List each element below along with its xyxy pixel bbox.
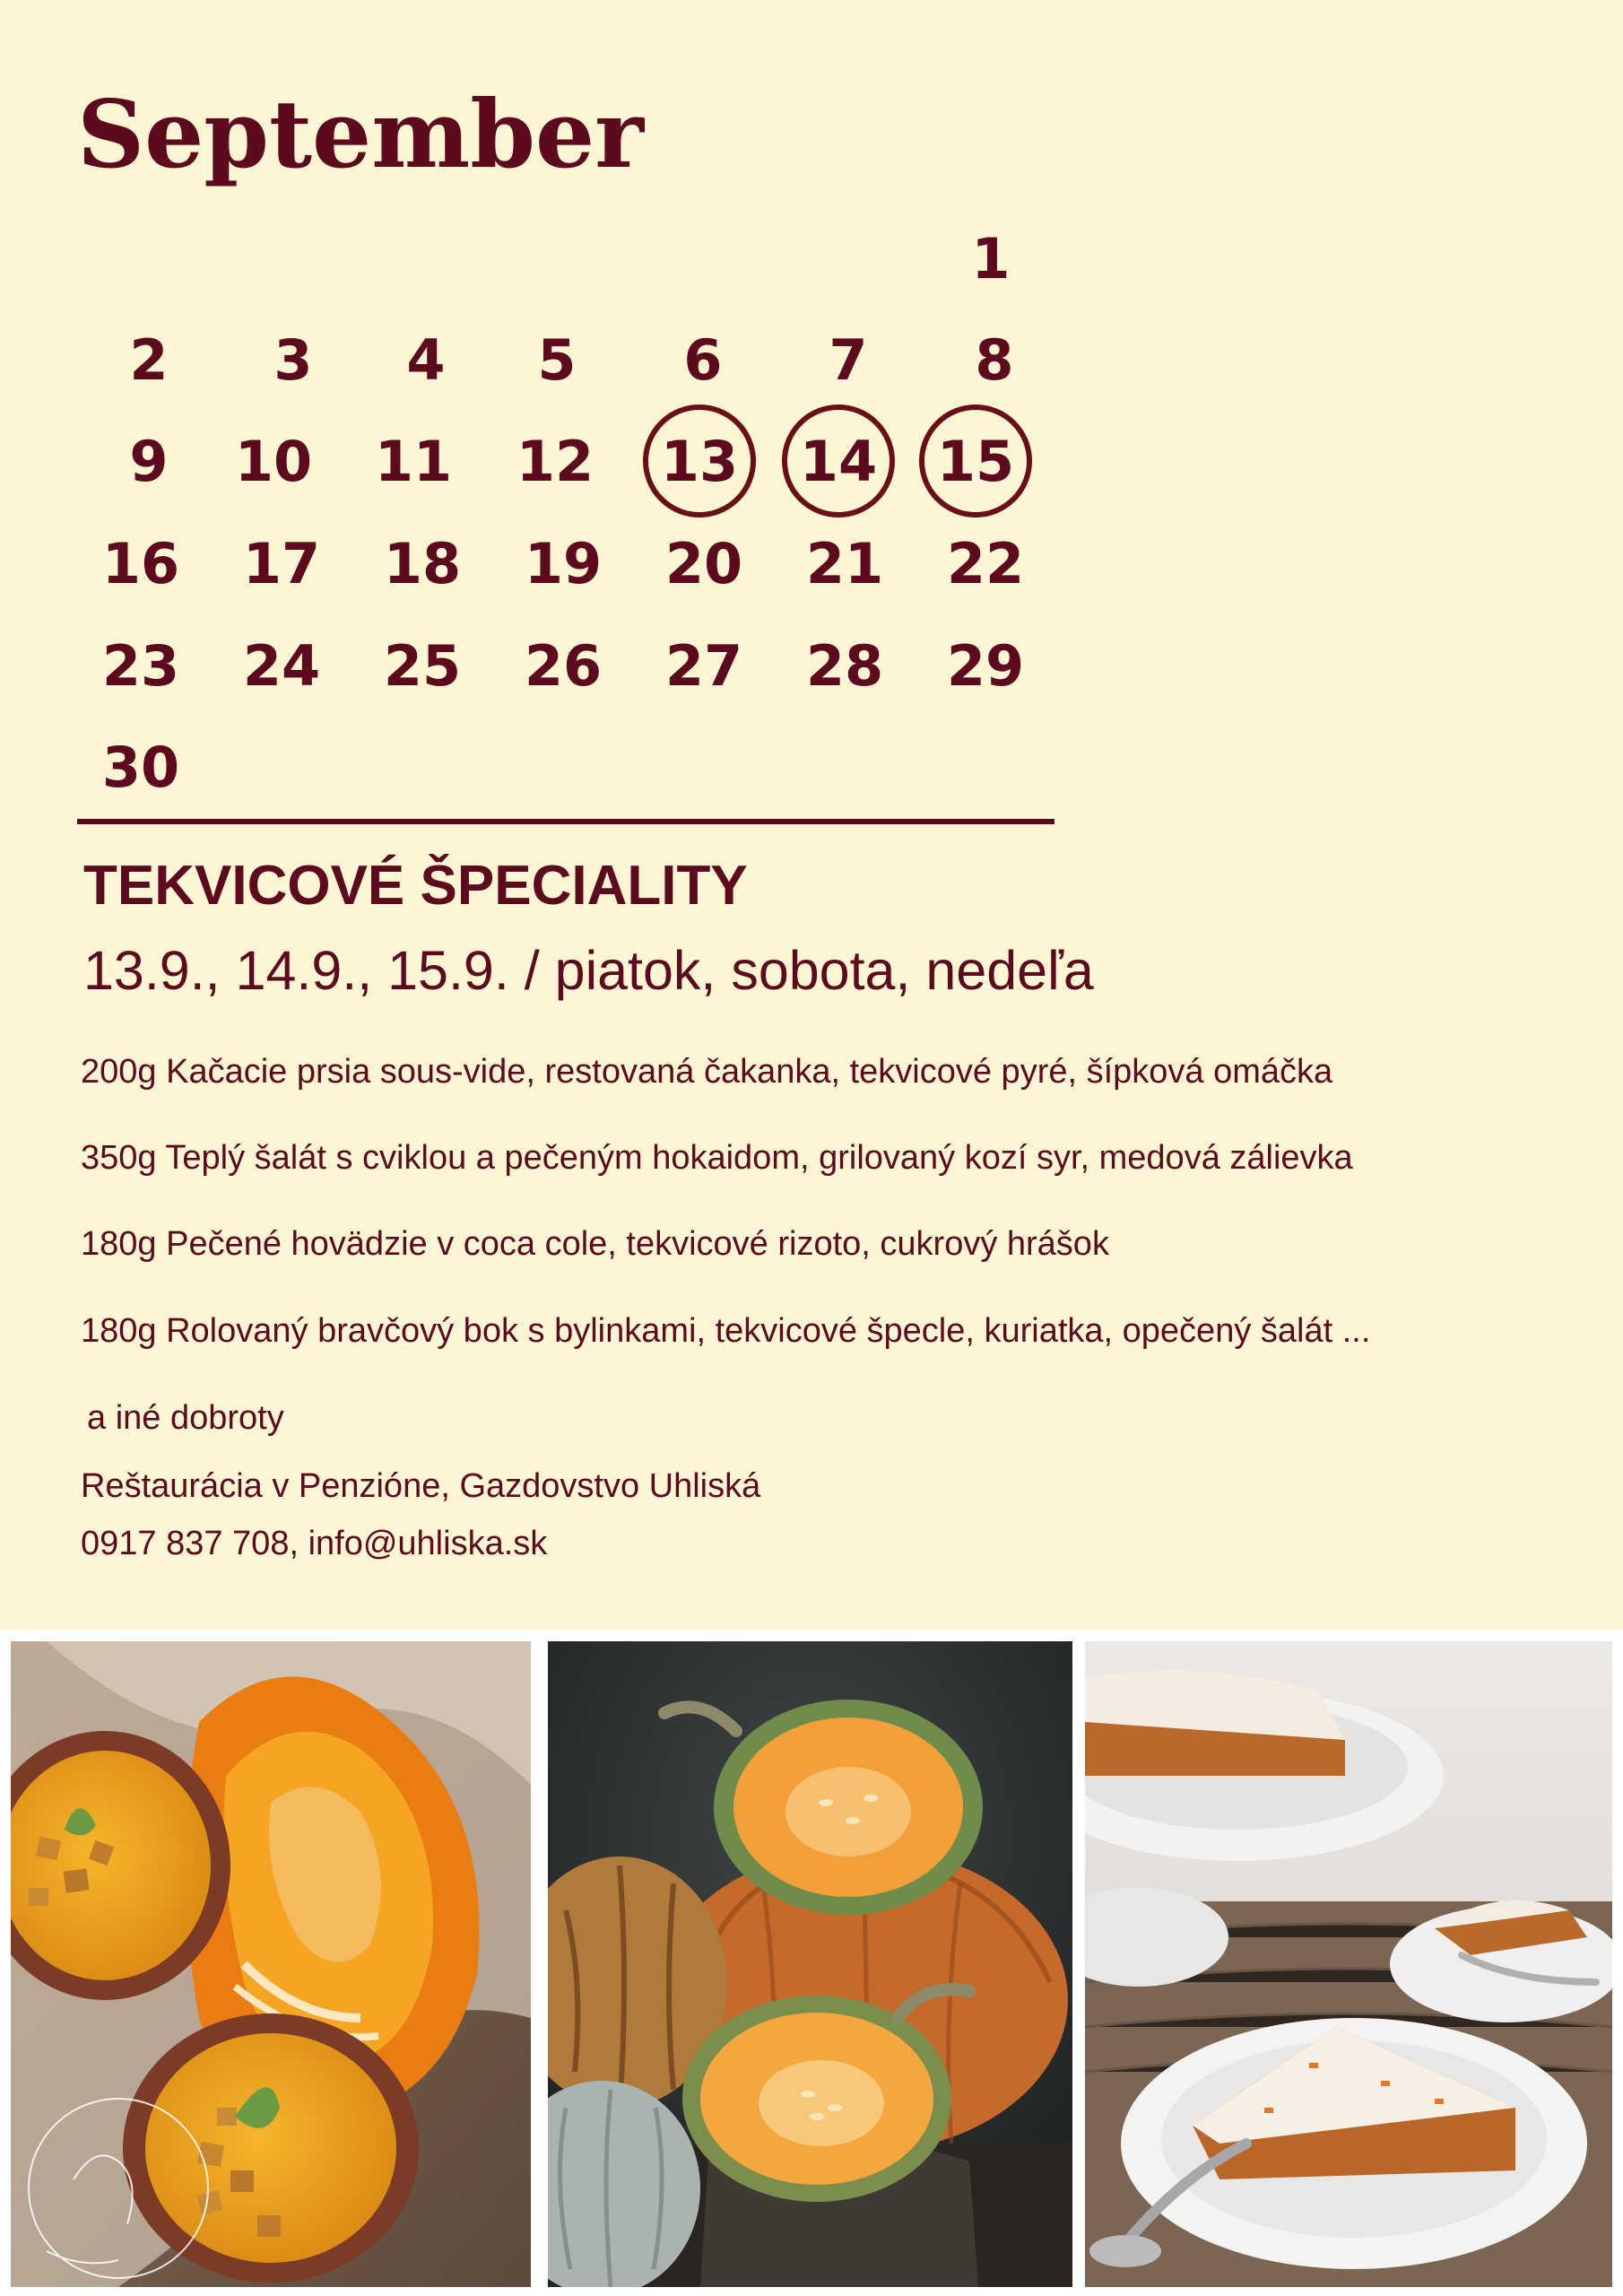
calendar-day-highlighted: 13	[637, 416, 762, 506]
menu-item: 350g Teplý šalát s cviklou a pečeným hokaidom, grilovaný kozí syr, medová zálievka	[81, 1139, 1353, 1177]
pumpkin-cake-photo	[1085, 1641, 1612, 2287]
calendar-day-highlighted: 15	[913, 416, 1038, 506]
calendar-day: 20	[664, 530, 743, 596]
pumpkin-soup-photo	[11, 1641, 531, 2287]
event-dates: 13.9., 14.9., 15.9. / piatok, sobota, nedeľa	[83, 940, 1094, 1001]
photo-strip	[0, 1631, 1623, 2296]
calendar-day: 9	[129, 428, 169, 494]
venue-name: Reštaurácia v Penzióne, Gazdovstvo Uhliská	[81, 1467, 761, 1505]
calendar-day: 27	[664, 632, 743, 699]
contact-info: 0917 837 708, info@uhliska.sk	[81, 1525, 548, 1562]
calendar-day: 30	[101, 734, 180, 800]
calendar-day: 25	[383, 632, 462, 699]
calendar-day: 21	[805, 530, 884, 596]
calendar-day: 26	[524, 632, 603, 699]
calendar-day: 19	[524, 530, 603, 596]
divider	[77, 819, 1055, 824]
menu-item: 180g Rolovaný bravčový bok s bylinkami, tekvicové špecle, kuriatka, opečený šalát ...	[81, 1312, 1371, 1350]
calendar-day: 1	[971, 225, 1011, 291]
calendar-day: 10	[234, 428, 313, 494]
calendar-grid	[0, 0, 1076, 807]
calendar-day: 3	[273, 326, 313, 393]
calendar-day: 18	[383, 530, 462, 596]
calendar-day: 2	[129, 326, 169, 393]
calendar-day: 23	[101, 632, 180, 699]
calendar-day: 8	[975, 326, 1014, 393]
pumpkins-photo	[548, 1641, 1072, 2287]
calendar-day: 7	[829, 326, 868, 393]
calendar-day: 28	[805, 632, 884, 699]
calendar-day: 11	[374, 428, 453, 494]
calendar-day: 29	[946, 632, 1025, 699]
calendar-day: 12	[516, 428, 595, 494]
calendar-day: 6	[683, 326, 723, 393]
page-title: September	[77, 79, 644, 189]
menu-item: 180g Pečené hovädzie v coca cole, tekvicové rizoto, cukrový hrášok	[81, 1225, 1109, 1263]
menu-item: 200g Kačacie prsia sous-vide, restovaná čakanka, tekvicové pyré, šípková omáčka	[81, 1053, 1333, 1091]
calendar-day: 17	[242, 530, 321, 596]
calendar-day-highlighted: 14	[776, 416, 901, 506]
calendar-day: 16	[101, 530, 180, 596]
section-heading: TEKVICOVÉ ŠPECIALITY	[83, 855, 748, 917]
calendar-day: 22	[946, 530, 1025, 596]
menu-extra: a iné dobroty	[87, 1399, 284, 1437]
calendar-day: 5	[537, 326, 577, 393]
calendar-day: 4	[406, 326, 446, 393]
calendar-day: 24	[242, 632, 321, 699]
